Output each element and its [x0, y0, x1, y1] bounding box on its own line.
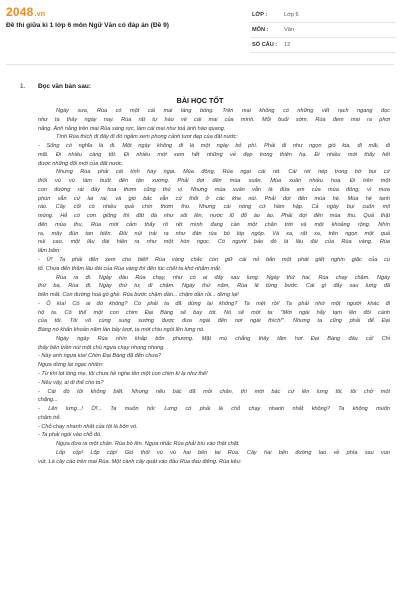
exam-title: Đề thi giữa kì 1 lớp 6 môn Ngữ Văn có đáp án (Đề 9) — [6, 22, 169, 29]
passage-line: được những đổi mới của đất nước. — [38, 160, 124, 167]
question-number: 1. — [20, 83, 26, 90]
passage-line: đến mùa thu, Rùa mới cảm thấy rõ rệt mình đang cần một chân trời và một khoảng rộng. Nhìn — [38, 221, 390, 228]
passage-line: biến mất. Con đường hoá gồ ghề. Rùa bước chậm dần... chậm dần rồi... dừng lại! — [38, 292, 239, 299]
passage-line: - Ô kìa! Có ai đó không? Có phải ta đã dừng lại không? Ta mệt rồi! Ta phải nhờ một người khác đi — [38, 300, 390, 307]
passage-line: tổ. Chưa đến thăm lâu đài của Rùa vàng thì đến lúc chết ta khó nhắm mắt. — [38, 265, 222, 272]
passage-line: - Nếu vậy, ai đi thế cho ta? — [38, 379, 104, 386]
passage-line: Rùa ra đi. Ngày đầu Rùa chạy, như có ai đẩy sau lưng. Ngày thứ hai, Rùa chạy chậm. Ngày — [56, 274, 390, 281]
passage-line: thứ ba, Rùa đi. Ngày thứ tư, đi chậm. Ngày thứ năm, Rùa lê từng bước. Cái gì đẩy sau lưng đã — [38, 283, 390, 290]
passage-line: ráo. Cây cối có nhiều quả chín thơm tho. Nhưng cái nóng cứ hầm hập. Cả ngày bụi cuốn mịt — [38, 204, 390, 211]
passage-line: - Chỗ chạy nhanh nhất của tôi là bốn vó. — [38, 423, 138, 430]
passage-line: núi cao, một lâu đài hiện ra như một hòn ngọc. Có người bảo đó là lâu đài của Rùa vàng. Rùa — [38, 239, 390, 246]
passage-line: Ngựa đưa ra một chân. Rùa bò lên. Ngựa nhấc Rùa phải bíu vào thật chặt. — [56, 441, 240, 448]
story-title: BÀI HỌC TỐT — [176, 96, 224, 105]
meta-class: LỚP : Lớp 6 — [250, 8, 396, 23]
passage-line: mãi. Đi nhiều càng tốt. Đi nhiều mới xem hết những vẻ đẹp trong thiên hạ. Đi nhiều mới thấy hết — [38, 151, 390, 158]
question-heading: Đọc văn bản sau: — [38, 83, 91, 90]
passage-line: hộ ta. Có thể một con chim Đại Bàng sẽ bay tới. Nó sẽ mời ta: "Mời ngài hãy tạm lên đôi cánh — [38, 309, 390, 316]
passage-line: vút. Lá cây cào trên mai Rùa. Một cành cây quật vào đầu Rùa đau điếng. Rùa kêu: — [38, 458, 242, 465]
passage-line: - Ta phải ngồi vào chỗ đó. — [38, 432, 102, 439]
passage-line: của tôi. Tôi vô cùng sung sướng được đưa ngài đến nơi ngài thích!". Nhưng ta cũng phải để Đại — [38, 318, 390, 325]
passage-line: Ngựa dừng lại ngạc nhiên: — [38, 362, 104, 369]
passage-line: Ngày xưa, Rùa có một cái mai láng bóng. Trên mai không có những vết rạch ngang dọc — [56, 108, 390, 114]
passage-line: - Sống có nghĩa là đi. Một ngày không đi là một ngày bỏ phí. Phải đi như ngọn gió kia, đi mãi, đi — [38, 143, 390, 150]
passage-line: Ngày ngày Rùa nhìn khắp bốn phương. Mặt mù chẳng thấy tăm hơi Đại Bàng đâu cả! Chỉ — [56, 335, 390, 342]
passage-line: Lốp cộp! Lốp cộp! Gió thổi vù vù hai bên tai Rùa. Cây hai bên đường lao về phía sau vun — [56, 449, 390, 456]
passage-line: Nhưng Rùa phải cái tính hay ngại. Mùa đông, Rùa ngại cái rét. Cái rét nép trong bờ bụi cứ — [56, 169, 390, 176]
site-logo[interactable]: 2048.vn — [6, 5, 46, 19]
passage-line: - Cái đó tôi không biết. Nhưng nếu bác đã mỏi chân, thì mời bác cứ lên lưng tôi, tôi chở một — [38, 388, 390, 395]
passage-line: phùn vẫn cứ lai rai, và gió bấc vẫn cứ thổi ở các khe núi. Phải đợi đến mùa hè. Mùa hè tạnh — [38, 195, 390, 202]
passage-line: ra, mây đùn tan biến. Đôi núi trải ra như đàn rùa bò lóp ngóp. Và xa, rất xa, trên ngọn một quả — [38, 230, 390, 237]
meta-subject: MÔN : Văn — [250, 23, 396, 38]
passage-line: Tính Rùa thích đi đây đi đó ngắm xem phong cảnh tươi đẹp của đất nước: — [56, 134, 238, 141]
passage-line: nắng. Ánh nắng trên mai Rùa sáng rực, làm cái mai như toả ánh hào quang. — [38, 125, 226, 132]
passage-line: lẩm bẩm: — [38, 248, 61, 255]
passage-line: - Ừ! Ta phải đến xem cho biết! Rùa vàng chắc còn giữ cái nỏ bắn một phát giết nghìn giặc của cụ — [38, 257, 390, 264]
passage-line: - Lên lưng...! Ờ!... Ta muốn hỏi: Lưng có phải là chỗ chạy nhanh nhất không? Ta không muốn — [38, 406, 390, 413]
reading-passage — [38, 107, 390, 466]
passage-line: thổi vù vù làm buốt đến tận xương. Phải đợi đến mùa xuân. Mùa xuân nhiều hoa. Đi trên một — [38, 178, 390, 185]
passage-line: thấy bên triền núi một chú ngựa chạy nhong nhong. — [38, 344, 165, 351]
exam-meta — [250, 8, 396, 53]
passage-line: như ta thấy ngày nay. Rùa rất tự hào về cái mai của mình. Mỗi buổi sớm, Rùa đem mai ra phơi — [38, 116, 390, 123]
header-divider — [6, 64, 394, 65]
passage-line: chậm trễ. — [38, 414, 62, 421]
page-header — [0, 0, 400, 64]
meta-question-count: SỐ CÂU : 12 — [250, 38, 396, 53]
passage-line: Bàng nó khẩn khoản năm lần bảy lượt, ta mới chịu ngồi lên lưng nó. — [38, 327, 205, 334]
passage-line: - Từ khi lọt lòng mẹ, tôi chưa hề nghe tên một con chim kì lạ như thế! — [38, 370, 208, 377]
passage-line: - Này anh ngựa kia! Chim Đại Bàng đã đến chưa? — [38, 353, 161, 360]
passage-line: chặng... — [38, 397, 58, 404]
passage-line: con đường rải đầy hoa thơm cũng thú vị. Nhưng mùa xuân vẫn là đứa em của mùa đông, vì mưa — [38, 186, 390, 193]
passage-line: mùng. Hễ có cơn giông thì đất đá như sôi lên, nước lũ đổ ào ào. Phải đợi đến mùa thu. Quả thật — [38, 213, 390, 220]
